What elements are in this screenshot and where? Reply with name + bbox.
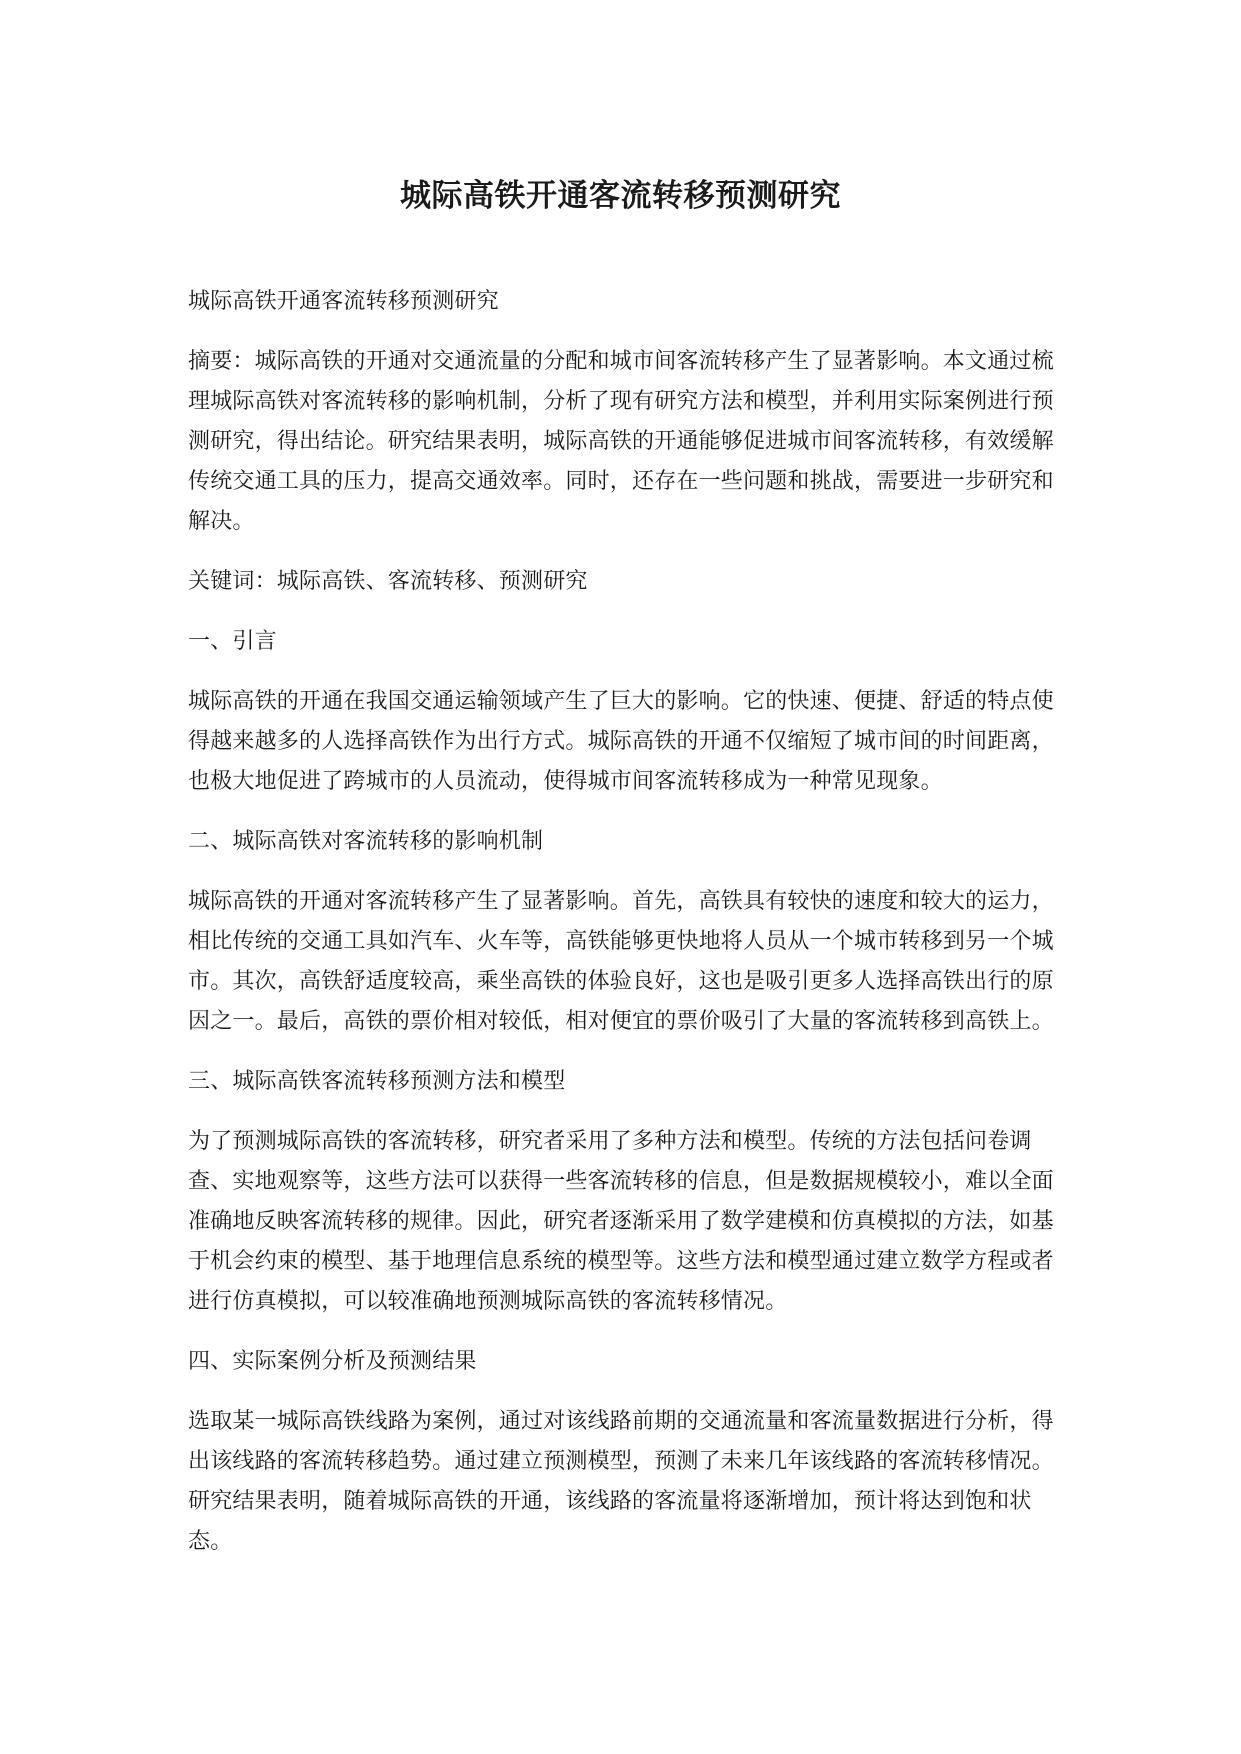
section-heading-case-study: 四、实际案例分析及预测结果 [188, 1349, 477, 1374]
case-study-paragraph: 选取某一城际高铁线路为案例，通过对该线路前期的交通流量和客流量数据进行分析，得出该线路的客流转移趋势。通过建立预测模型，预测了未来几年该线路的客流转移情况。研究结果表明，随着城际高铁的开通，该线路的客流量将逐渐增加，预计将达到饱和状态。 [188, 1409, 1054, 1554]
mechanism-paragraph: 城际高铁的开通对客流转移产生了显著影响。首先，高铁具有较快的速度和较大的运力，相比传统的交通工具如汽车、火车等，高铁能够更快地将人员从一个城市转移到另一个城市。其次，高铁舒适度较高，乘坐高铁的体验良好，这也是吸引更多人选择高铁出行的原因之一。最后，高铁的票价相对较低，相对便宜的票价吸引了大量的客流转移到高铁上。 [188, 889, 1054, 1034]
document-title: 城际高铁开通客流转移预测研究 [400, 178, 841, 214]
document-body [188, 282, 1068, 1582]
subtitle-paragraph: 城际高铁开通客流转移预测研究 [188, 289, 499, 314]
section-heading-methods: 三、城际高铁客流转移预测方法和模型 [188, 1069, 566, 1094]
introduction-paragraph: 城际高铁的开通在我国交通运输领域产生了巨大的影响。它的快速、便捷、舒适的特点使得越来越多的人选择高铁作为出行方式。城际高铁的开通不仅缩短了城市间的时间距离，也极大地促进了跨城市的人员流动，使得城市间客流转移成为一种常见现象。 [188, 689, 1054, 794]
methods-paragraph: 为了预测城际高铁的客流转移，研究者采用了多种方法和模型。传统的方法包括问卷调查、实地观察等，这些方法可以获得一些客流转移的信息，但是数据规模较小，难以全面准确地反映客流转移的规律。因此，研究者逐渐采用了数学建模和仿真模拟的方法，如基于机会约束的模型、基于地理信息系统的模型等。这些方法和模型通过建立数学方程或者进行仿真模拟，可以较准确地预测城际高铁的客流转移情况。 [188, 1129, 1054, 1314]
abstract-paragraph: 摘要：城际高铁的开通对交通流量的分配和城市间客流转移产生了显著影响。本文通过梳理城际高铁对客流转移的影响机制，分析了现有研究方法和模型，并利用实际案例进行预测研究，得出结论。研究结果表明，城际高铁的开通能够促进城市间客流转移，有效缓解传统交通工具的压力，提高交通效率。同时，还存在一些问题和挑战，需要进一步研究和解决。 [188, 349, 1054, 534]
section-heading-mechanism: 二、城际高铁对客流转移的影响机制 [188, 829, 544, 854]
keywords-paragraph: 关键词：城际高铁、客流转移、预测研究 [188, 569, 588, 594]
section-heading-introduction: 一、引言 [188, 629, 277, 654]
